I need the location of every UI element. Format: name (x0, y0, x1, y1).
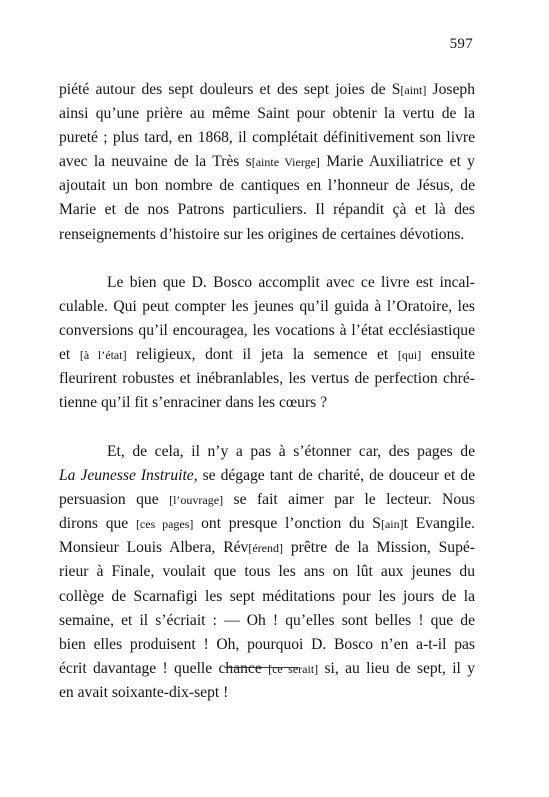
paragraph-2 (59, 271, 475, 416)
text-run: t Evangile. (403, 515, 476, 533)
text-line (59, 102, 475, 126)
text-line (59, 585, 475, 609)
text-line (59, 609, 475, 633)
text-run: ont presque l’onction du S (193, 515, 381, 533)
editorial-insertion: [qui] (397, 348, 422, 363)
text-run: fleurirent robustes et inébranlables, les vertus de perfection chré- (59, 370, 475, 388)
text-run: Monsieur Louis Albera, Rév (59, 539, 249, 557)
editorial-insertion: [à l’état] (79, 348, 127, 363)
text-line (59, 343, 475, 367)
text-run: pureté ; plus tard, en 1868, il complétait définitivement son livre (59, 129, 475, 147)
text-run: Et, de cela, il n’y a pas à s’étonner car, des pages de (107, 443, 475, 460)
text-line (59, 560, 475, 584)
editorial-insertion: [ain] (380, 517, 404, 532)
editorial-insertion: [ce serait] (268, 661, 319, 676)
text-line (59, 271, 475, 295)
text-line (59, 536, 475, 560)
text-line (59, 391, 475, 415)
text-line (59, 440, 475, 464)
text-run: se fait aimer par le lecteur. Nous (223, 491, 475, 509)
text-run: Joseph (426, 81, 475, 98)
text-line (59, 78, 475, 102)
editorial-insertion: [ainte Vierge] (251, 155, 320, 170)
text-line (59, 295, 475, 319)
text-run: se dégage tant de charité, de douceur et de (197, 467, 475, 485)
text-run: semaine, et il s’écriait : — Oh ! qu’elles sont belles ! que de (59, 611, 475, 629)
text-run: renseignements d’histoire sur les origines de certaines dévotions. (59, 225, 465, 243)
text-run: conversions qu’il encouragea, les vocations à l’état ecclésiastique (59, 322, 475, 340)
text-run: Le bien que D. Bosco accomplit avec ce livre est incal- (107, 274, 475, 291)
text-run: culable. Qui peut compter les jeunes qu’il guida à l’Oratoire, les (59, 298, 475, 316)
text-run: tienne qu’il fit s’enraciner dans les cœurs ? (59, 394, 328, 412)
text-run: avec la neuvaine de la Très s (59, 153, 252, 171)
text-run: ajoutait un bon nombre de cantiques en l’honneur de Jésus, de (59, 177, 475, 195)
text-run: religieux, dont il jeta la semence et (126, 346, 398, 364)
editorial-insertion: [ces pages] (135, 517, 194, 532)
text-run: piété autour des sept douleurs et des sept joies de S (59, 81, 401, 98)
text-run: Marie et de nos Patrons particuliers. Il répandit çà et là des (59, 201, 475, 219)
text-line (59, 174, 475, 198)
paragraph-1 (59, 78, 475, 247)
text-run: dirons que (59, 515, 136, 533)
section-end-rule (225, 667, 299, 668)
text-run: en avait soixante-dix-sept ! (59, 683, 229, 701)
text-line (59, 367, 475, 391)
editorial-insertion: [aint] (400, 83, 427, 97)
page-number: 597 (449, 36, 473, 52)
text-line (59, 198, 475, 222)
text-run: et (59, 346, 80, 364)
text-line (59, 150, 475, 174)
book-title: La Jeunesse Instruite, (59, 467, 198, 485)
text-run: collège de Scarnafigi les sept méditations pour les jours de la (59, 587, 475, 605)
text-run: persuasion que (59, 491, 170, 509)
text-run: prêtre de la Mission, Supé- (283, 539, 475, 557)
text-line (59, 223, 475, 247)
text-line (59, 126, 475, 150)
editorial-insertion: [érend] (248, 541, 283, 556)
text-run: écrit davantage ! quelle chance (59, 659, 269, 677)
text-line (59, 319, 475, 343)
text-run: Marie Auxiliatrice et y (319, 153, 475, 171)
text-line (59, 464, 475, 488)
text-line (59, 512, 475, 536)
text-line (59, 681, 475, 705)
text-run: ainsi qu’une prière au même Saint pour obtenir la vertu de la (59, 105, 475, 123)
paragraph-3 (59, 440, 475, 705)
text-line (59, 657, 475, 681)
editorial-insertion: [l’ouvrage] (169, 493, 224, 508)
text-line (59, 488, 475, 512)
text-run: si, au lieu de sept, il y (318, 659, 475, 677)
text-run: ensuite (421, 346, 476, 364)
text-line (59, 633, 475, 657)
text-run: rieur à Finale, voulait que tous les ans on lût aux jeunes du (59, 563, 475, 581)
text-run: bien elles produisent ! Oh, pourquoi D. Bosco n’en a-t-il pas (59, 635, 475, 653)
